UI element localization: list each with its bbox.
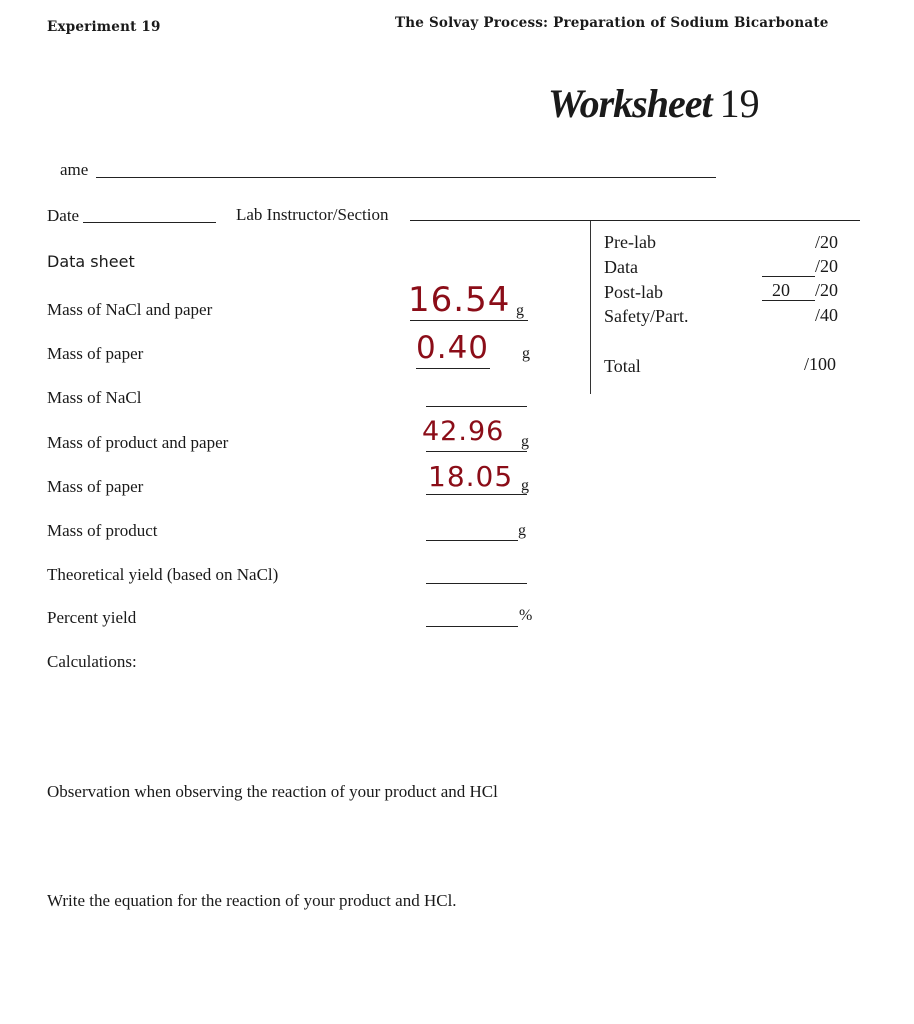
unit-product-paper: g <box>521 433 529 450</box>
field-nacl[interactable] <box>426 406 527 407</box>
handwritten-nacl-paper: 16.54 <box>408 280 511 320</box>
handwritten-product-paper: 42.96 <box>422 416 505 447</box>
score-label-prelab: Pre-lab <box>604 232 656 252</box>
observation-prompt: Observation when observing the reaction of your product and HCl <box>47 782 498 801</box>
field-nacl-paper[interactable] <box>410 320 528 321</box>
score-box-divider <box>590 221 591 394</box>
score-label-total: Total <box>604 356 641 376</box>
date-label: Date <box>47 206 80 225</box>
worksheet-title <box>548 80 760 127</box>
unit-nacl-paper: g <box>516 302 524 319</box>
data-sheet-heading: Data sheet <box>47 252 135 271</box>
date-field[interactable] <box>83 222 216 223</box>
row-label-theoretical-yield: Theoretical yield (based on NaCl) <box>47 565 279 584</box>
field-percent-yield[interactable] <box>426 626 518 627</box>
score-max-postlab: /20 <box>815 280 839 300</box>
row-label-percent-yield: Percent yield <box>47 608 137 627</box>
name-field[interactable] <box>96 177 716 178</box>
equation-prompt: Write the equation for the reaction of your product and HCl. <box>47 891 457 910</box>
score-max-safety: /40 <box>815 305 839 325</box>
field-theoretical-yield[interactable] <box>426 583 527 584</box>
unit-percent-yield: % <box>519 607 533 624</box>
experiment-label: Experiment 19 <box>47 19 161 35</box>
score-label-safety: Safety/Part. <box>604 306 689 326</box>
field-paper-1[interactable] <box>416 368 490 369</box>
unit-product: g <box>518 522 526 539</box>
row-label-nacl-paper: Mass of NaCl and paper <box>47 300 213 319</box>
row-label-product: Mass of product <box>47 521 158 540</box>
row-label-paper-2: Mass of paper <box>47 477 144 496</box>
row-label-product-paper: Mass of product and paper <box>47 433 229 452</box>
handwritten-paper-2: 18.05 <box>428 460 514 493</box>
row-label-paper-1: Mass of paper <box>47 344 144 363</box>
unit-paper-2: g <box>521 477 529 494</box>
score-label-postlab: Post-lab <box>604 282 664 302</box>
field-paper-2[interactable] <box>426 494 527 495</box>
worksheet-number: 19 <box>719 81 760 126</box>
score-max-total: /100 <box>804 354 837 374</box>
worksheet-title-text: Worksheet <box>548 81 712 126</box>
course-title: The Solvay Process: Preparation of Sodium Bicarbonate <box>395 15 829 31</box>
handwritten-paper-1: 0.40 <box>416 330 490 366</box>
name-label: ame <box>60 160 89 179</box>
score-label-data: Data <box>604 257 638 277</box>
score-max-prelab: /20 <box>815 232 839 252</box>
instructor-label: Lab Instructor/Section <box>236 205 389 224</box>
score-max-data: /20 <box>815 256 839 276</box>
field-product-paper[interactable] <box>426 451 527 452</box>
score-value-postlab: 20 <box>772 280 790 300</box>
score-field-postlab[interactable] <box>762 300 815 301</box>
field-product[interactable] <box>426 540 518 541</box>
row-label-nacl: Mass of NaCl <box>47 388 142 407</box>
instructor-field[interactable] <box>410 220 860 221</box>
calculations-label: Calculations: <box>47 652 137 671</box>
unit-paper-1: g <box>522 345 530 362</box>
score-field-data[interactable] <box>762 276 815 277</box>
